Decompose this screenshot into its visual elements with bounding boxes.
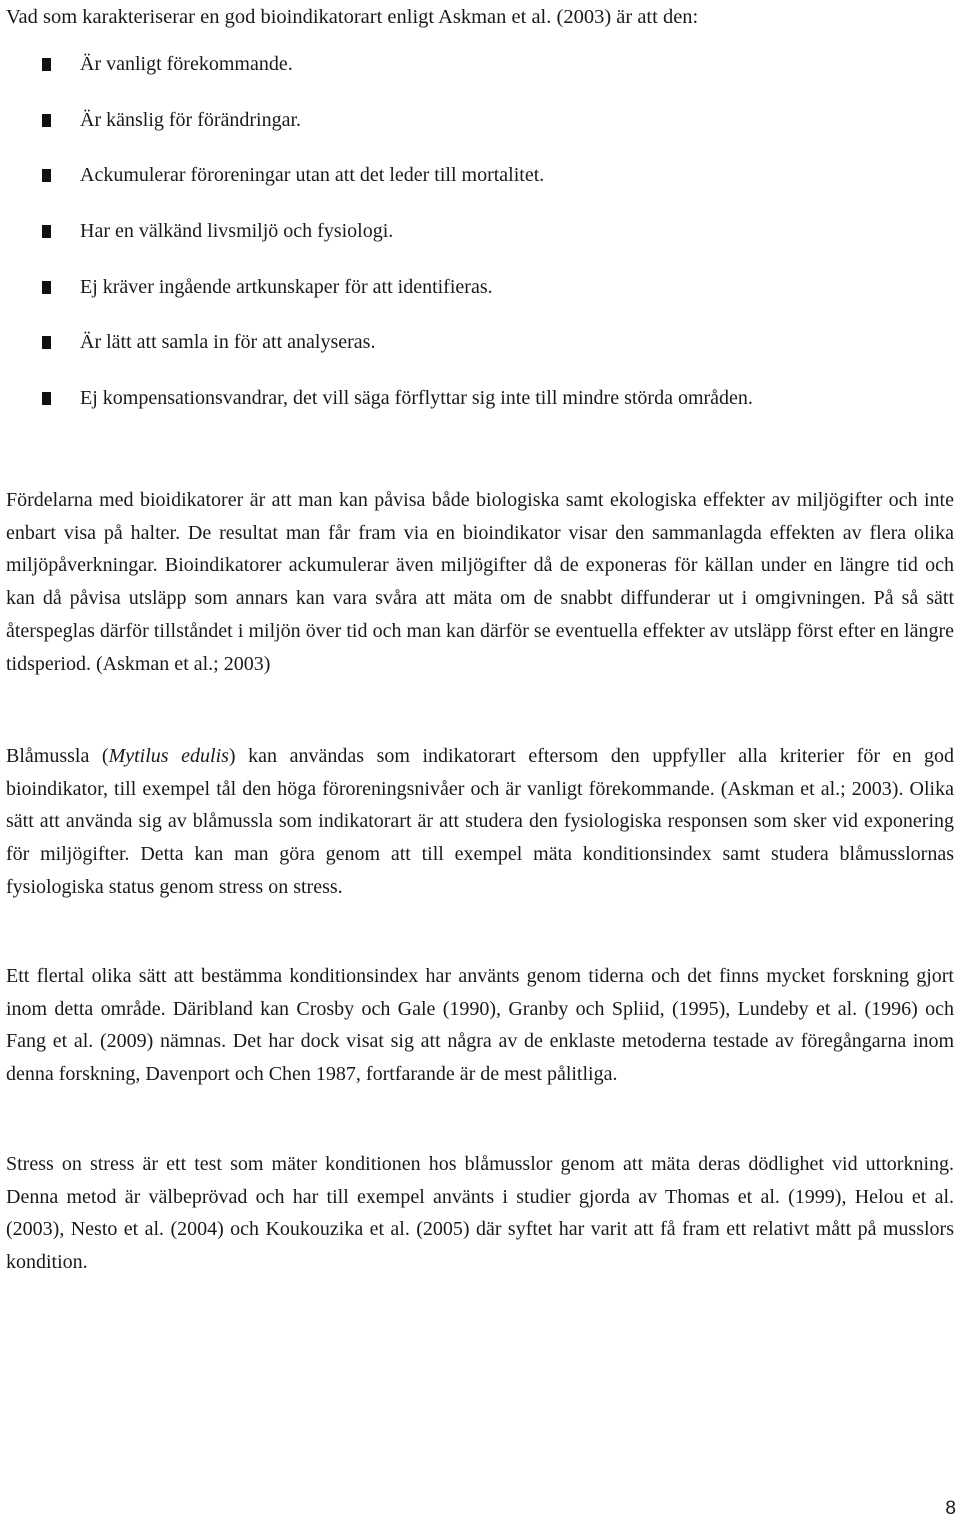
paragraph-stress-on-stress: Stress on stress är ett test som mäter konditionen hos blåmusslor genom att mäta deras dödlighet vid uttorkning. Denna metod är välbeprövad och har till exempel använts i studier gjorda av Thomas et al. (1999), Helou et al. (2003), Nesto et al. (2004) och Koukouzika et al. (2005) där syftet har varit att få fram ett relativt mått på musslors kondition.	[6, 1153, 954, 1274]
square-bullet-icon	[42, 225, 51, 238]
paragraph-text: ) kan användas som indikatorart eftersom den uppfyller alla kriterier för en god bioindikator, till exempel tål den höga föroreningsnivåer och är vanligt förekommande. (Askman et al.; 2003). Olika sätt att använda sig av blåmussla som indikatorart är att studera den fysiologiska responsen som sker vid exponering för miljögifter. Detta kan man göra genom att till exempel mäta konditionsindex samt studera blåmusslornas fysiologiska status genom stress on stress.	[6, 745, 955, 898]
paragraph-condition-index: Ett flertal olika sätt att bestämma konditionsindex har använts genom tiderna och det finns mycket forskning gjort inom detta område. Däribland kan Crosby och Gale (1990), Granby och Spliid, (1995), Lundeby et al. (1996) och Fang et al. (2009) nämnas. Det har dock visat sig att några av de enklaste metoderna testade av föregångarna inom denna forskning, Davenport och Chen 1987, fortfarande är de mest pålitliga.	[6, 965, 954, 1086]
list-item-text: Är lätt att samla in för att analyseras.	[80, 331, 376, 354]
paragraph-text: Blåmussla (	[6, 745, 109, 767]
list-item-text: Är känslig för förändringar.	[80, 108, 302, 131]
square-bullet-icon	[42, 114, 51, 127]
intro-sentence: Vad som karakteriserar en god bioindikatorart enligt Askman et al. (2003) är att den:	[6, 6, 699, 28]
page-number: 8	[945, 1498, 956, 1519]
square-bullet-icon	[42, 58, 51, 71]
list-item-text: Ej kräver ingående artkunskaper för att identifieras.	[80, 275, 493, 298]
square-bullet-icon	[42, 281, 51, 294]
list-item-text: Har en välkänd livsmiljö och fysiologi.	[80, 220, 394, 243]
paragraph-blue-mussel	[6, 740, 954, 904]
square-bullet-icon	[42, 392, 51, 405]
square-bullet-icon	[42, 169, 51, 182]
list-item-text: Ackumulerar föroreningar utan att det leder till mortalitet.	[80, 164, 545, 187]
paragraph-advantages: Fördelarna med bioidikatorer är att man kan påvisa både biologiska samt ekologiska effekter av miljögifter och inte enbart visa på halter. De resultat man får fram via en bioindikator visar den sammanlagda effekten av flera olika miljöpåverkningar. Bioindikatorer ackumulerar även miljögifter då de exponeras för källan under en längre tid och kan då påvisa utsläpp som annars kan vara svåra att mäta om de snabbt diffunderar ut i omgivningen. På så sätt återspeglas därför tillståndet i miljön över tid och man kan därför se eventuella effekter av utsläpp först efter en längre tidsperiod. (Askman et al.; 2003)	[6, 489, 954, 675]
species-name: Mytilus edulis	[108, 745, 229, 767]
list-item-text: Ej kompensationsvandrar, det vill säga förflyttar sig inte till mindre störda områden.	[80, 387, 753, 410]
square-bullet-icon	[42, 336, 51, 349]
list-item-text: Är vanligt förekommande.	[80, 53, 293, 75]
